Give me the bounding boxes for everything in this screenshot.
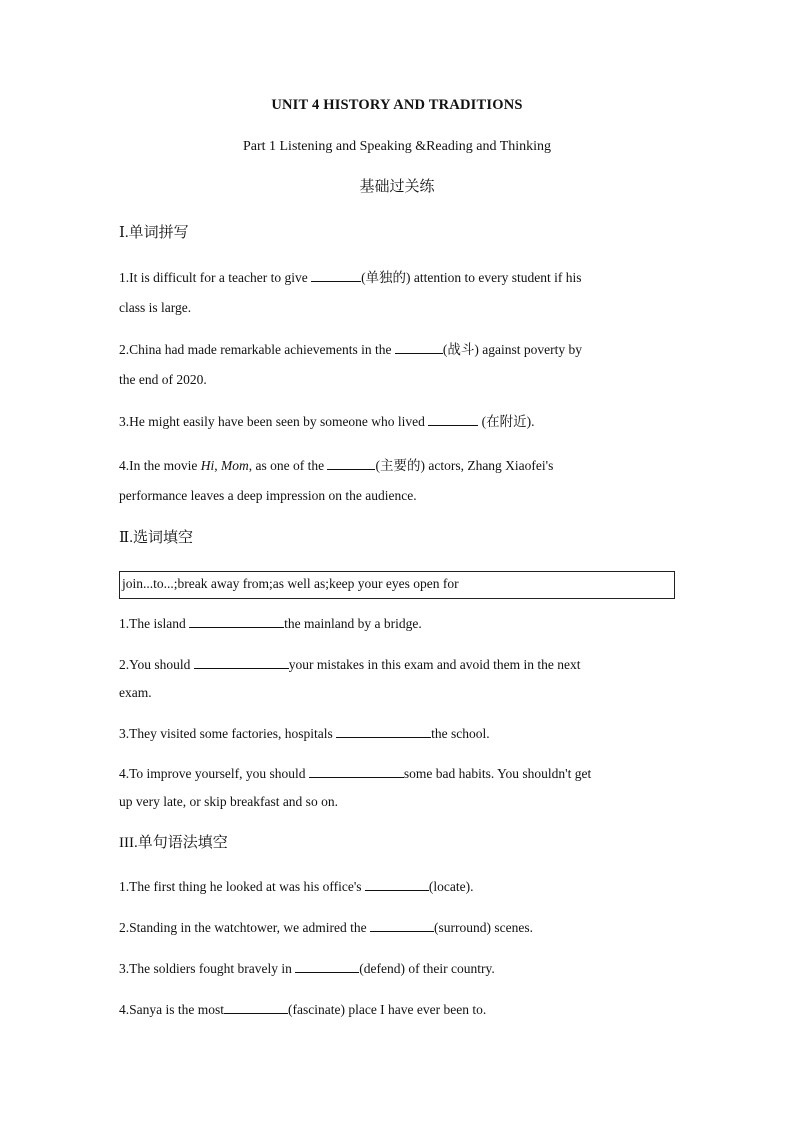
s1-q1-text-a: 1.It is difficult for a teacher to give <box>119 270 312 285</box>
s3-q2-text-a: 2.Standing in the watchtower, we admired the <box>119 920 371 935</box>
answer-blank[interactable] <box>428 413 478 426</box>
answer-blank[interactable] <box>224 1001 288 1014</box>
s1-q4-text-b: , as one of the <box>248 458 328 473</box>
s1-q4-text-c: (主要的) actors, Zhang Xiaofei's <box>375 458 554 473</box>
s3-q1-line1 <box>119 878 473 896</box>
s2-q2-line2: exam. <box>119 685 152 700</box>
answer-blank[interactable] <box>309 765 404 778</box>
s2-q4-text-a: 4.To improve yourself, you should <box>119 766 309 781</box>
s3-q3-line1 <box>119 960 495 978</box>
s1-q1-line2: class is large. <box>119 300 192 315</box>
s1-q3-line1 <box>119 413 535 431</box>
s1-q2-line1 <box>119 341 582 359</box>
s3-q2-line1 <box>119 919 533 937</box>
s2-q1-line1 <box>119 615 422 633</box>
s1-q2-line2: the end of 2020. <box>119 372 207 387</box>
s2-q3-text-a: 3.They visited some factories, hospitals <box>119 726 337 741</box>
s3-q1-text-a: 1.The first thing he looked at was his office's <box>119 879 365 894</box>
answer-blank[interactable] <box>327 457 375 470</box>
s3-q3-text-b: (defend) of their country. <box>359 961 495 976</box>
answer-blank[interactable] <box>395 341 443 354</box>
answer-blank[interactable] <box>370 919 434 932</box>
answer-blank[interactable] <box>194 656 289 669</box>
word-bank-text: join...to...;break away from;as well as;keep your eyes open for <box>122 576 459 591</box>
unit-title: UNIT 4 HISTORY AND TRADITIONS <box>271 97 523 113</box>
s1-q4-text-a: 4.In the movie <box>119 458 201 473</box>
s2-q2-text-a: 2.You should <box>119 657 194 672</box>
s3-q2-text-b: (surround) scenes. <box>434 920 533 935</box>
s1-q1-text-b: (单独的) attention to every student if his <box>361 270 582 285</box>
s2-q2-line1 <box>119 656 580 674</box>
s3-q4-text-b: (fascinate) place I have ever been to. <box>288 1002 487 1017</box>
s2-q1-text-a: 1.The island <box>119 616 190 631</box>
s3-q1-text-b: (locate). <box>428 879 474 894</box>
movie-title-comma: , <box>214 458 221 473</box>
word-bank-box <box>119 571 675 599</box>
part-subtitle: Part 1 Listening and Speaking &Reading and Thinking <box>242 139 552 154</box>
s2-q1-text-b: the mainland by a bridge. <box>284 616 422 631</box>
s1-q3-text-b: (在附近). <box>478 414 535 429</box>
section-2-heading: Ⅱ.选词填空 <box>119 530 193 546</box>
s3-q4-line1 <box>119 1001 486 1019</box>
movie-title-mom: Mom <box>220 458 249 473</box>
s1-q1-line1 <box>119 269 582 287</box>
s1-q3-text-a: 3.He might easily have been seen by someone who lived <box>119 414 429 429</box>
answer-blank[interactable] <box>189 615 284 628</box>
section-3-heading: III.单句语法填空 <box>119 835 228 851</box>
s1-q4-line2: performance leaves a deep impression on the audience. <box>119 488 417 503</box>
s2-q3-text-b: the school. <box>431 726 490 741</box>
answer-blank[interactable] <box>365 878 429 891</box>
answer-blank[interactable] <box>311 269 361 282</box>
s2-q4-text-b: some bad habits. You shouldn't get <box>403 766 592 781</box>
s1-q2-text-b: (战斗) against poverty by <box>442 342 582 357</box>
answer-blank[interactable] <box>295 960 359 973</box>
s2-q4-line2: up very late, or skip breakfast and so on. <box>119 794 338 809</box>
section-1-heading: Ⅰ.单词拼写 <box>119 225 189 241</box>
s3-q3-text-a: 3.The soldiers fought bravely in <box>119 961 296 976</box>
s2-q4-line1 <box>119 765 591 783</box>
s2-q3-line1 <box>119 725 490 743</box>
s3-q4-text-a: 4.Sanya is the most <box>119 1002 224 1017</box>
s1-q2-text-a: 2.China had made remarkable achievements in the <box>119 342 395 357</box>
movie-title-hi: Hi <box>200 458 215 473</box>
exercise-title: 基础过关练 <box>359 179 435 195</box>
answer-blank[interactable] <box>336 725 431 738</box>
s1-q4-line1 <box>119 457 553 475</box>
s2-q2-text-b: your mistakes in this exam and avoid them in the next <box>288 657 581 672</box>
